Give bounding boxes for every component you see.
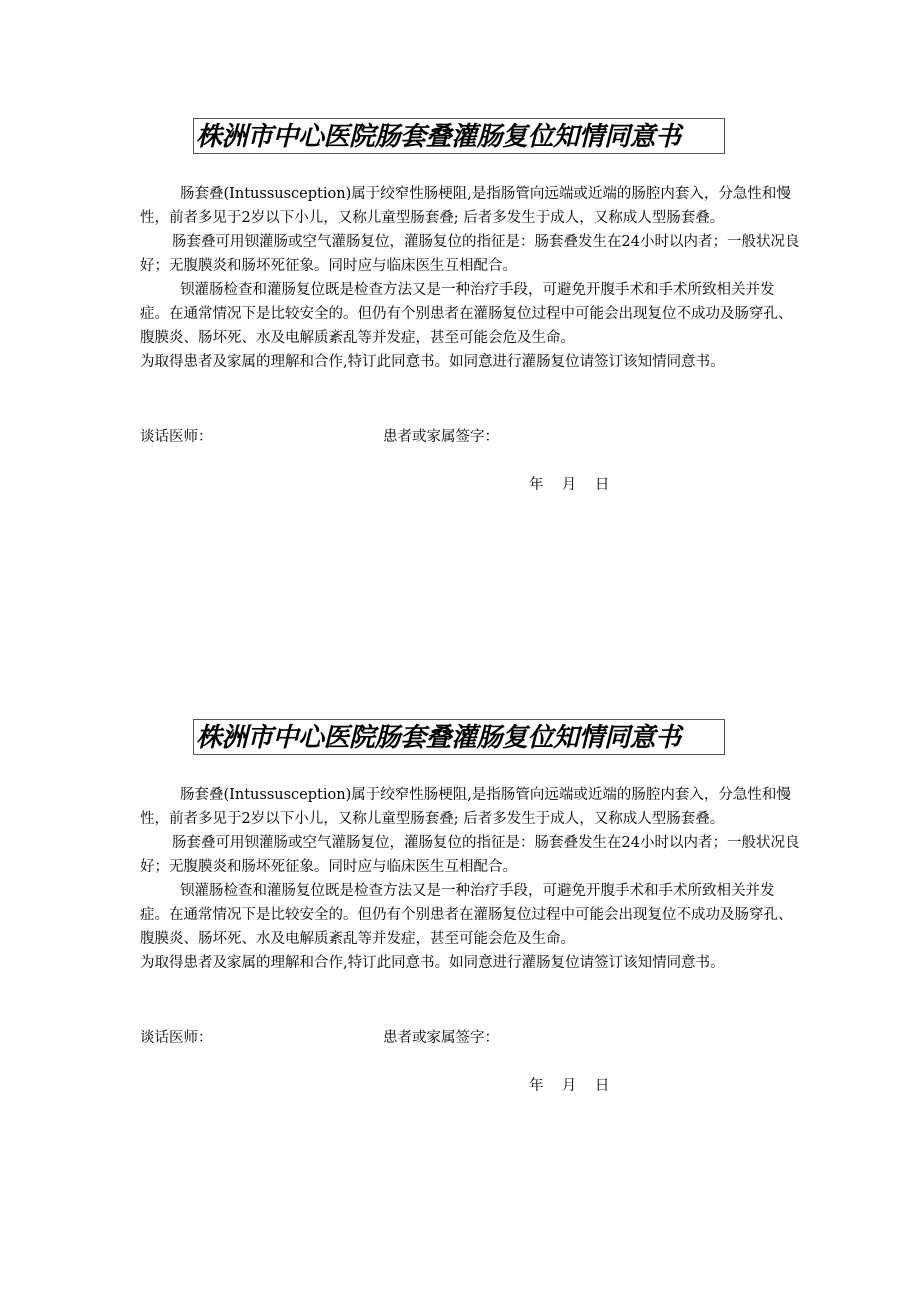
paragraph-consent: 为取得患者及家属的理解和合作,特订此同意书。如同意进行灌肠复位请签订该知情同意书。 (140, 955, 725, 971)
paragraph-definition: 肠套叠(Intussusception)属于绞窄性肠梗阻,是指肠管向远端或近端的肠腔内套入，分急性和慢性，前者多见于2岁以下小儿，又称儿童型肠套叠; 后者多发生于成人，又称成人型肠套叠。 (140, 186, 791, 226)
paragraph-indications: 肠套叠可用钡灌肠或空气灌肠复位，灌肠复位的指征是：肠套叠发生在24小时以内者；一般状况良好；无腹膜炎和肠坏死征象。同时应与临床医生互相配合。 (140, 234, 800, 274)
patient-signature-label: 患者或家属签字： (383, 429, 499, 445)
doctor-signature-label: 谈话医师： (140, 429, 213, 445)
title-box (193, 719, 725, 755)
date-label: 年 月 日 (529, 1078, 610, 1094)
consent-form-bottom (0, 601, 920, 1201)
form-body (140, 783, 800, 975)
paragraph-indications: 肠套叠可用钡灌肠或空气灌肠复位，灌肠复位的指征是：肠套叠发生在24小时以内者；一般状况良好；无腹膜炎和肠坏死征象。同时应与临床医生互相配合。 (140, 835, 800, 875)
paragraph-risks: 钡灌肠检查和灌肠复位既是检查方法又是一种治疗手段，可避免开腹手术和手术所致相关并发症。在通常情况下是比较安全的。但仍有个别患者在灌肠复位过程中可能会出现复位不成功及肠穿孔、腹膜炎、肠坏死、水及电解质紊乱等并发症，甚至可能会危及生命。 (140, 282, 793, 346)
patient-signature-label: 患者或家属签字： (383, 1030, 499, 1046)
form-body (140, 182, 800, 374)
paragraph-definition: 肠套叠(Intussusception)属于绞窄性肠梗阻,是指肠管向远端或近端的肠腔内套入，分急性和慢性，前者多见于2岁以下小儿，又称儿童型肠套叠; 后者多发生于成人，又称成人型肠套叠。 (140, 787, 791, 827)
date-label: 年 月 日 (529, 477, 610, 493)
title-box (193, 118, 725, 154)
consent-form-top (0, 0, 920, 600)
doctor-signature-label: 谈话医师： (140, 1030, 213, 1046)
form-title: 株洲市中心医院肠套叠灌肠复位知情同意书 (196, 723, 681, 753)
paragraph-consent: 为取得患者及家属的理解和合作,特订此同意书。如同意进行灌肠复位请签订该知情同意书。 (140, 354, 725, 370)
paragraph-risks: 钡灌肠检查和灌肠复位既是检查方法又是一种治疗手段，可避免开腹手术和手术所致相关并发症。在通常情况下是比较安全的。但仍有个别患者在灌肠复位过程中可能会出现复位不成功及肠穿孔、腹膜炎、肠坏死、水及电解质紊乱等并发症，甚至可能会危及生命。 (140, 883, 793, 947)
form-title: 株洲市中心医院肠套叠灌肠复位知情同意书 (196, 122, 681, 152)
